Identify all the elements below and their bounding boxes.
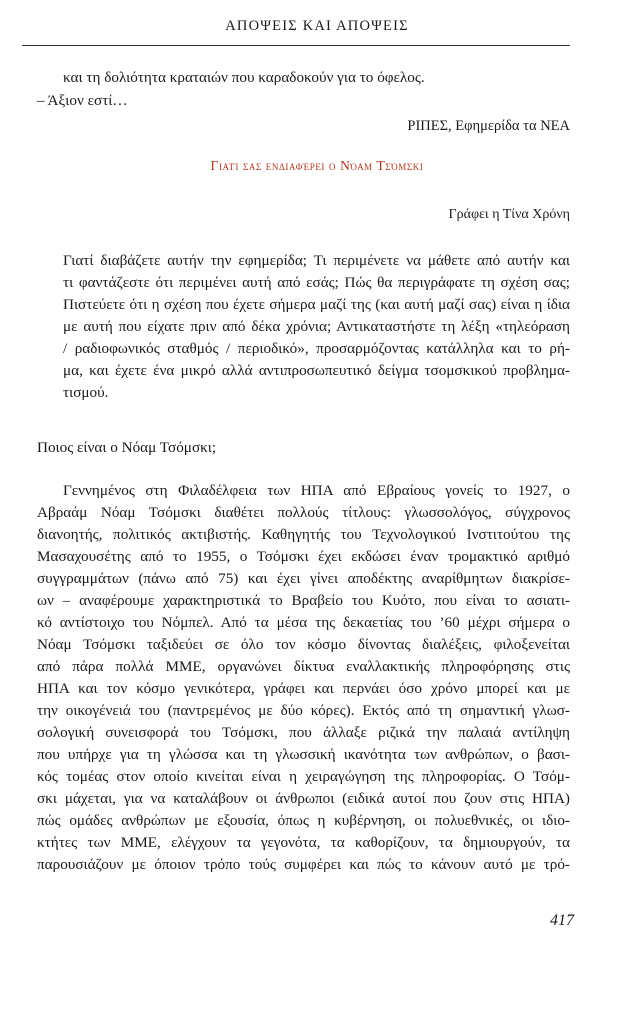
paragraph-2-line: ΗΠΑ και τον κόσμο γενικότερα, γράφει και περνάει όσο χρόνο μπορεί και με [37, 680, 570, 697]
article-byline: Γράφει η Τίνα Χρόνη [448, 207, 570, 222]
paragraph-1-line: τισμού. [63, 384, 109, 401]
paragraph-2-line: Μασαχουσέτης από το 1955, ο Τσόμσκι έχει εκδώσει έναν τρομακτικό αριθμό [37, 548, 570, 565]
paragraph-1-line: Γιατί διαβάζετε αυτήν την εφημερίδα; Τι περιμένετε να μάθετε από αυτήν και [63, 252, 570, 269]
article-title: Γιατί σας ενδιαφέρει ο Νόαμ Τσόμσκι [210, 158, 424, 173]
paragraph-1-line: Πιστεύετε ότι η σχέση που έχετε σήμερα μαζί της (και αυτή μαζί σας) είναι η ίδια [63, 296, 570, 313]
intro-line-2: – Άξιον εστί… [37, 92, 128, 109]
paragraph-2-line: από πάρα πολλά ΜΜΕ, οργανώνει δίκτυα εναλλακτικής πληροφόρησης στις [37, 658, 570, 675]
paragraph-2-line: κτήτες των ΜΜΕ, ελέγχουν τα γεγονότα, τα καθορίζουν, τα δημιουργούν, τα [37, 834, 570, 851]
paragraph-2-line: κό αντίστοιχο του Νόμπελ. Από τα μέσα της δεκαετίας του ’60 μέχρι σήμερα ο [37, 614, 570, 631]
paragraph-2-line: συγγραμμάτων (πάνω από 75) και έχει γίνει αποδέκτης αναρίθμητων διακρίσε- [37, 570, 570, 587]
paragraph-1 [63, 250, 570, 404]
page-number: 417 [550, 912, 574, 929]
paragraph-2-line: σκι μάχεται, για να καταλάβουν οι άνθρωποι (ειδικά αυτοί που ζουν στις ΗΠΑ) [37, 790, 570, 807]
paragraph-2 [37, 480, 570, 876]
section-question: Ποιος είναι ο Νόαμ Τσόμσκι; [37, 439, 217, 456]
paragraph-2-line: Νόαμ Τσόμσκι ταξιδεύει σε όλο τον κόσμο δίνοντας διαλέξεις, φιλοξενείται [37, 636, 570, 653]
running-header: ΑΠΟΨΕΙΣ ΚΑΙ ΑΠΟΨΕΙΣ [225, 18, 409, 34]
header-rule [22, 45, 570, 46]
paragraph-1-line: με αυτή που είχατε πριν από δέκα χρόνια; Αντικαταστήστε τη λέξη «τηλεόραση [63, 318, 570, 335]
paragraph-2-line: ων – αναφέρουμε χαρακτηριστικά το Βραβείο του Κυότο, που είναι το ασιατι- [37, 592, 570, 609]
paragraph-2-line: σολογική συνεισφορά του Τσόμσκι, που άλλαξε ριζικά την παλαιά αντίληψη [37, 724, 570, 741]
paragraph-2-line: που υπήρχε για τη γλώσσα και τη γλωσσική ικανότητα των ανθρώπων, ο βασι- [37, 746, 570, 763]
paragraph-2-line: κός τομέας στον οποίο κινείται είναι η χειραγώγηση της πληροφορίας. Ο Τσόμ- [37, 768, 570, 785]
paragraph-1-line: μα, και έχετε ένα μικρό αλλά αντιπροσωπευτικό δείγμα τσομσκικού προβλημα- [63, 362, 570, 379]
intro-line-1: και τη δολιότητα κραταιών που καραδοκούν για το όφελος. [63, 69, 425, 86]
paragraph-2-line: Αβραάμ Νόαμ Τσόμσκι διαθέτει πολλούς τίτλους: γλωσσολόγος, σύγχρονος [37, 504, 570, 521]
paragraph-2-line: διανοητής, πολιτικός ακτιβιστής. Καθηγητής του Τεχνολογικού Ινστιτούτου της [37, 526, 570, 543]
paragraph-2-line: Γεννημένος στη Φιλαδέλφεια των ΗΠΑ από Εβραίους γονείς το 1927, ο [63, 482, 570, 499]
paragraph-2-line: πώς ομάδες ανθρώπων με εξουσία, όπως η κυβέρνηση, οι πολυεθνικές, οι ιδιο- [37, 812, 570, 829]
paragraph-1-line: / ραδιοφωνικός σταθμός / περιοδικό», προσαρμόζοντας κατάλληλα και το ρή- [63, 340, 570, 357]
paragraph-2-line: την οικογένειά του (παντρεμένος με δύο κόρες). Εκτός από τη σημαντική γλωσ- [37, 702, 570, 719]
intro-source: ΡΙΠΕΣ, Εφημερίδα τα ΝΕΑ [407, 118, 570, 134]
paragraph-1-line: τι φαντάζεστε ότι περιμένει αυτή από εσάς; Πώς θα περιγράφατε τη σχέση σας; [63, 274, 570, 291]
paragraph-2-line: παρουσιάζουν με όποιον τρόπο τούς συμφέρει και πώς το κάνουν αυτό με τρό- [37, 856, 570, 873]
